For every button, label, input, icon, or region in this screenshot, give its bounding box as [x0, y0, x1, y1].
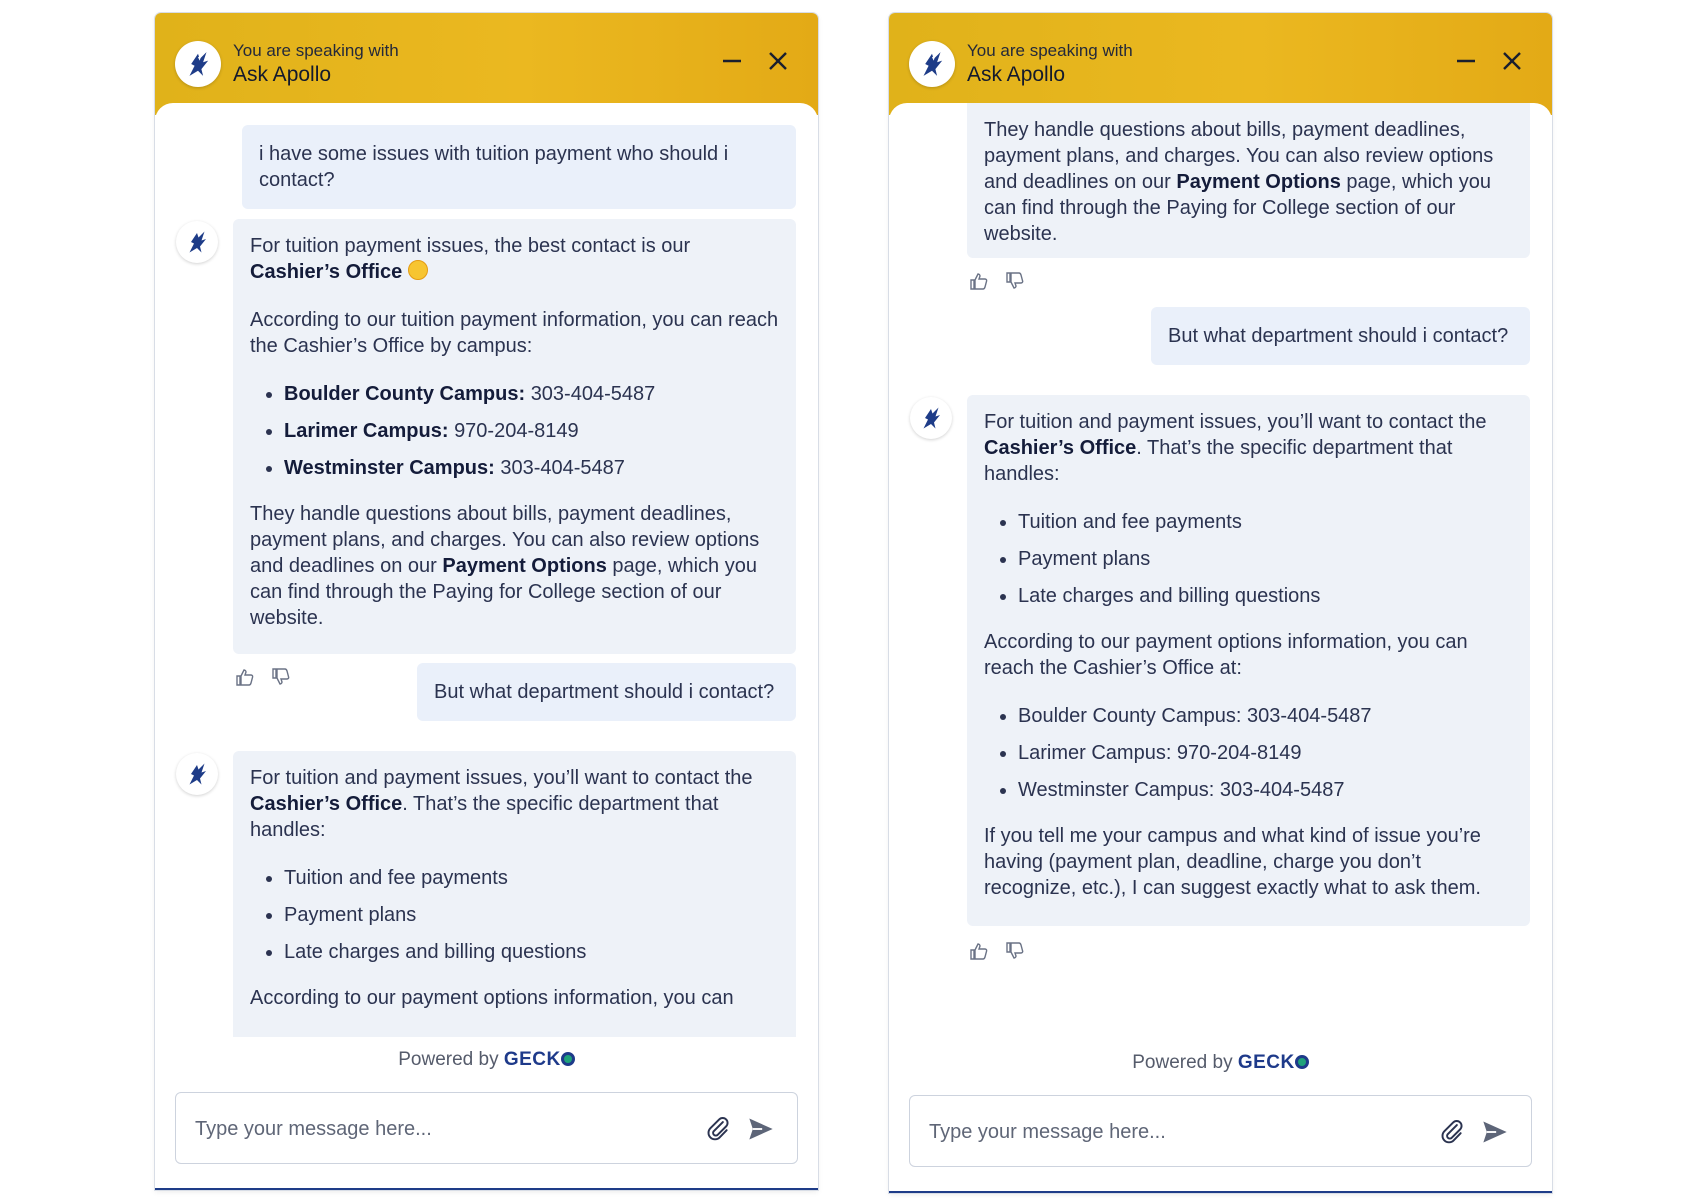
- user-message-text: But what department should i contact?: [1168, 325, 1509, 347]
- thumbs-up-icon: [235, 667, 255, 687]
- message-input[interactable]: [927, 1096, 1411, 1168]
- attach-button[interactable]: [1439, 1118, 1465, 1144]
- apollo-mascot-icon: [181, 47, 215, 81]
- bot-text: page, which you can find through the Paying for College section of our website.: [984, 171, 1491, 245]
- feedback-buttons: [969, 271, 1025, 291]
- chat-widget-left: [155, 13, 818, 1190]
- bot-text: If you tell me your campus and what kind of issue you’re having (payment plan, deadline, charge you don’t recognize, etc.), I can suggest exactly what to ask them.: [984, 825, 1481, 899]
- apollo-avatar: [175, 41, 221, 87]
- gecko-logo: GECK: [1238, 1052, 1309, 1073]
- campus-list: [984, 703, 1513, 803]
- thumbs-down-button[interactable]: [271, 667, 291, 687]
- apollo-mascot-icon: [182, 759, 212, 789]
- user-message: [1151, 307, 1530, 365]
- powered-by: Powered by GECK: [155, 1049, 818, 1071]
- user-message-text: i have some issues with tuition payment who should i contact?: [259, 143, 729, 191]
- bot-bold-text: Cashier’s Office: [250, 261, 403, 283]
- list-item: • Late charges and billing questions: [284, 939, 779, 965]
- thumbs-up-icon: [969, 941, 989, 961]
- minimize-button[interactable]: [718, 47, 746, 75]
- send-icon: [747, 1115, 775, 1143]
- close-button[interactable]: [764, 47, 792, 75]
- thumbs-down-button[interactable]: [1005, 271, 1025, 291]
- send-button[interactable]: [747, 1115, 775, 1143]
- user-message: [417, 663, 796, 721]
- list-item: • Payment plans: [284, 902, 779, 928]
- feedback-buttons: [235, 667, 291, 687]
- list-item: • Tuition and fee payments: [1018, 509, 1513, 535]
- thumbs-down-icon: [1005, 941, 1025, 961]
- feedback-buttons: [969, 941, 1025, 961]
- agent-name: Ask Apollo: [233, 63, 332, 86]
- chat-header: [155, 13, 818, 115]
- user-message: [242, 125, 796, 209]
- bot-text: page, which you can find through the Paying for College section of our website.: [250, 555, 757, 629]
- list-item: • Larimer Campus: 970-204-8149: [1018, 740, 1513, 766]
- paperclip-icon: [1439, 1118, 1465, 1144]
- chat-body: [889, 103, 1552, 1191]
- gecko-logo: GECK: [504, 1049, 575, 1070]
- message-input[interactable]: [193, 1093, 677, 1165]
- minimize-icon: [1455, 50, 1477, 72]
- thumbs-up-icon: [969, 271, 989, 291]
- powered-by: Powered by GECK: [889, 1052, 1552, 1074]
- bot-text: For tuition and payment issues, you’ll want to contact the: [984, 411, 1487, 433]
- bot-bold-text: Cashier’s Office: [984, 437, 1137, 459]
- list-item: • Payment plans: [1018, 546, 1513, 572]
- close-icon: [767, 50, 789, 72]
- apollo-mascot-icon: [915, 47, 949, 81]
- message-composer: [175, 1092, 798, 1164]
- list-item: • Boulder County Campus: 303-404-5487: [284, 381, 779, 407]
- thumbs-up-button[interactable]: [235, 667, 255, 687]
- apollo-avatar: [909, 41, 955, 87]
- send-button[interactable]: [1481, 1118, 1509, 1146]
- campus-list: [250, 381, 779, 481]
- bot-bold-text: Payment Options: [442, 555, 607, 577]
- apollo-mascot-icon: [182, 227, 212, 257]
- message-composer: [909, 1095, 1532, 1167]
- thumbs-up-button[interactable]: [969, 271, 989, 291]
- list-item: • Tuition and fee payments: [284, 865, 779, 891]
- speaking-with-label: You are speaking with: [233, 41, 399, 60]
- bot-message: [233, 219, 796, 654]
- bot-avatar: [176, 221, 218, 263]
- bot-text: They handle questions about bills, payment deadlines, payment plans, and charges. You can also review options and deadlines on our: [984, 119, 1494, 193]
- bot-bold-text: Payment Options: [1176, 171, 1341, 193]
- bot-text: For tuition and payment issues, you’ll want to contact the: [250, 767, 753, 789]
- close-button[interactable]: [1498, 47, 1526, 75]
- bot-message: [967, 395, 1530, 926]
- list-item: • Westminster Campus: 303-404-5487: [284, 455, 779, 481]
- thumbs-down-icon: [271, 667, 291, 687]
- thumbs-down-icon: [1005, 271, 1025, 291]
- bot-text: According to our tuition payment information, you can reach the Cashier’s Office by campus:: [250, 309, 779, 357]
- list-item: • Larimer Campus: 970-204-8149: [284, 418, 779, 444]
- list-item: • Late charges and billing questions: [1018, 583, 1513, 609]
- thumbs-down-button[interactable]: [1005, 941, 1025, 961]
- list-item: • Boulder County Campus: 303-404-5487: [1018, 703, 1513, 729]
- bot-text: . That’s the specific department that handles:: [984, 437, 1453, 485]
- bot-bold-text: Cashier’s Office: [250, 793, 403, 815]
- bot-message: [967, 103, 1530, 258]
- chat-header: [889, 13, 1552, 115]
- bot-text: For tuition payment issues, the best contact is our: [250, 235, 691, 257]
- send-icon: [1481, 1118, 1509, 1146]
- close-icon: [1501, 50, 1523, 72]
- topic-list: [984, 509, 1513, 609]
- apollo-mascot-icon: [916, 403, 946, 433]
- bot-text: According to our payment options information, you can: [250, 987, 734, 1009]
- attach-button[interactable]: [705, 1115, 731, 1141]
- bot-avatar: [176, 753, 218, 795]
- bot-avatar: [910, 397, 952, 439]
- bot-text: They handle questions about bills, payment deadlines, payment plans, and charges. You can also review options and deadlines on our: [250, 503, 760, 577]
- paperclip-icon: [705, 1115, 731, 1141]
- chat-widget-right: [889, 13, 1552, 1193]
- bot-text: According to our payment options information, you can reach the Cashier’s Office at:: [984, 631, 1468, 679]
- agent-name: Ask Apollo: [967, 63, 1066, 86]
- minimize-icon: [721, 50, 743, 72]
- bot-text: . That’s the specific department that handles:: [250, 793, 719, 841]
- speaking-with-label: You are speaking with: [967, 41, 1133, 60]
- chat-body: [155, 103, 818, 1188]
- topic-list: [250, 865, 779, 965]
- bot-message: [233, 751, 796, 1071]
- user-message-text: But what department should i contact?: [434, 681, 775, 703]
- list-item: • Westminster Campus: 303-404-5487: [1018, 777, 1513, 803]
- smile-emoji-icon: [408, 260, 428, 280]
- minimize-button[interactable]: [1452, 47, 1480, 75]
- thumbs-up-button[interactable]: [969, 941, 989, 961]
